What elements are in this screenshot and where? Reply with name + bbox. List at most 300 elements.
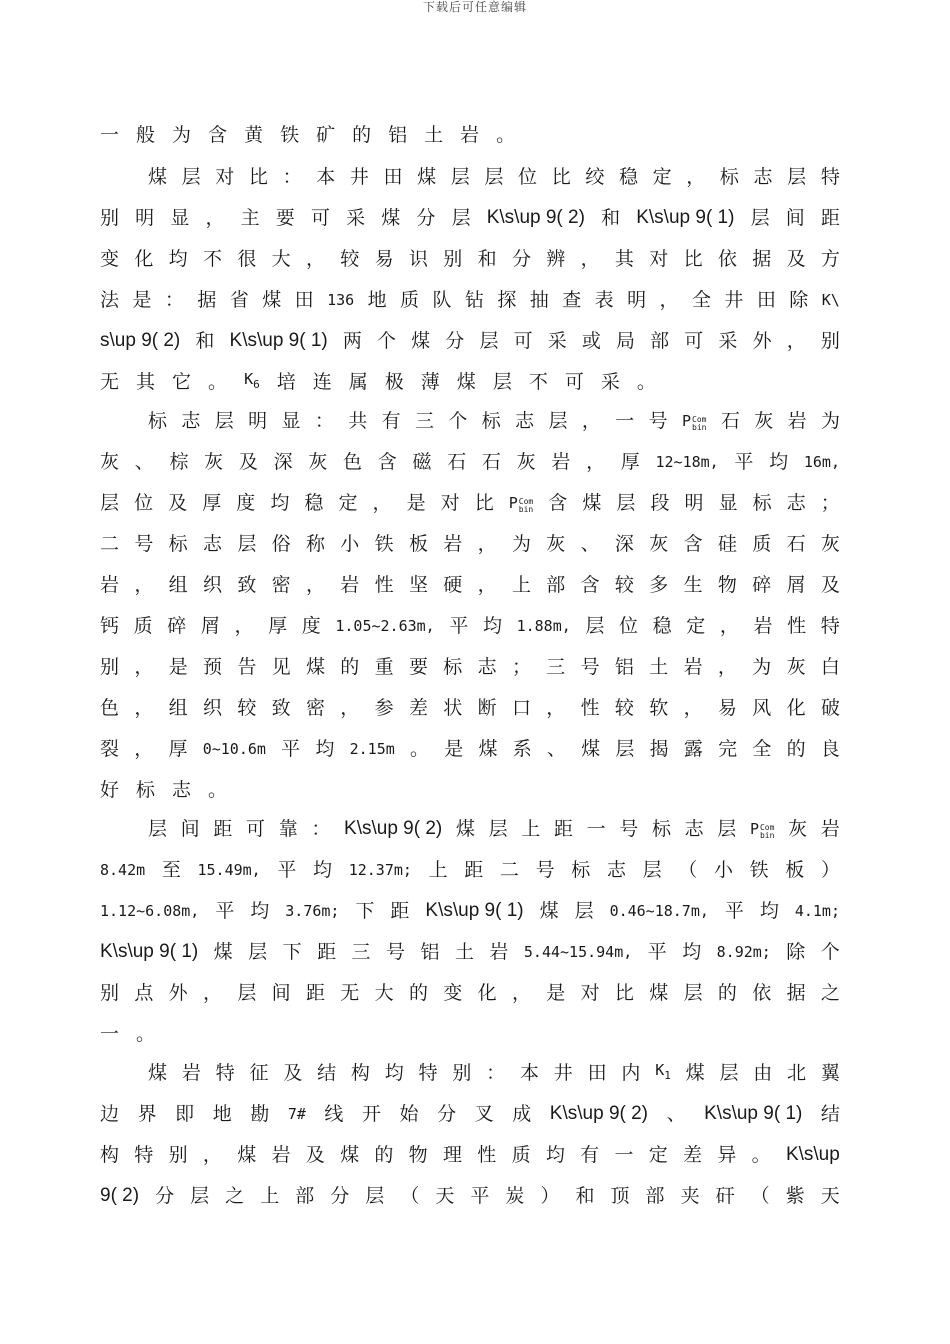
text-token: 连 [312,371,332,393]
text-token: 大 [374,982,394,1004]
formula-field-code: K\s\up 9( 2) [344,818,443,839]
text-token: 见 [271,656,291,678]
text-token: 。 [409,738,429,760]
text-token: 翼 [820,1062,840,1084]
text-token: 它 [172,371,192,393]
text-token: 查 [562,289,582,311]
text-token: 及 [786,248,806,270]
paragraph-line [100,734,840,764]
text-token: 煤 [455,818,475,840]
text-token: 岩 [489,941,509,963]
text-token: 志 [753,166,773,188]
text-token: 露 [683,738,703,760]
text-token: 土 [424,124,444,146]
paragraph-line [100,367,840,397]
text-token: 下 [355,900,375,922]
text-token: 136 [327,291,355,309]
text-token: 平 [277,859,297,881]
text-token: 的 [340,656,360,678]
text-token: 生 [683,574,703,596]
text-token: 采 [547,330,567,352]
text-token: 点 [134,982,154,1004]
text-token: 部 [295,1185,315,1207]
text-token: 铁 [280,124,300,146]
text-token: 除 [789,289,809,311]
text-token: 采 [346,207,366,229]
text-token: 号 [535,859,555,881]
text-token: 屑 [200,615,220,637]
text-token: 对 [440,492,460,514]
text-token: 之 [820,982,840,1004]
text-token: 上 [260,1185,280,1207]
text-token: 煤 [581,738,601,760]
text-token: 为 [752,656,772,678]
text-token: 可 [246,818,266,840]
text-token: 层 [484,166,504,188]
text-token: 变 [100,248,120,270]
text-token: 属 [348,371,368,393]
text-token: 采 [718,330,738,352]
text-token: 煤 [262,289,282,311]
text-token: 屑 [786,574,806,596]
paragraph-line [148,814,840,844]
text-token: 叉 [474,1103,494,1125]
text-token: 12~18m, [655,453,719,471]
text-token: 石 [786,533,806,555]
text-token: 煤 [148,166,168,188]
text-token: 厚 [268,615,288,637]
text-token: 据 [197,289,217,311]
text-token: 标 [651,818,671,840]
formula-field-code: s\up 9( 2) [100,330,181,351]
text-token: 岩 [271,1144,291,1166]
text-token: 较 [340,248,360,270]
text-token: 均 [682,941,702,963]
text-token: 异 [717,1144,737,1166]
text-token: 比 [683,248,703,270]
formula-field-code: K\s\up 9( 1) [100,941,199,962]
text-token: 开 [361,1103,381,1125]
text-token: 别 [820,330,840,352]
text-token: 不 [202,248,222,270]
text-token: 煤 [148,1062,168,1084]
text-token: 依 [717,248,737,270]
text-token: ， [581,410,601,432]
text-token: 均 [168,248,188,270]
formula-field-code: K\s\up 9( 2) [486,207,585,228]
paragraph-line [100,203,840,233]
paragraph-line [100,775,840,805]
text-token: 质 [752,533,772,555]
text-token: 有 [580,1144,600,1166]
formula-field-code: K\s\up 9( 2) [549,1103,649,1124]
text-token: 为 [820,410,840,432]
text-token: 。 [208,779,228,801]
paragraph-line [100,611,840,641]
text-token: ， [659,289,679,311]
text-token: 的 [408,982,428,1004]
paragraph-line [100,937,840,967]
text-token: ； [511,656,531,678]
text-token: 煤 [411,330,431,352]
text-token: 平 [724,900,744,922]
text-token: 平 [281,738,301,760]
paragraph-line [100,326,840,356]
text-token: 矿 [316,124,336,146]
paragraph-line [100,896,840,926]
paragraph-line [100,447,840,477]
text-token: 土 [649,656,669,678]
text-token: 天 [820,1185,840,1207]
text-token: 结 [317,1062,337,1084]
text-token: 田 [294,289,314,311]
text-token: 煤 [237,1144,257,1166]
text-token: ， [586,451,606,473]
text-token: 井 [553,1062,573,1084]
text-token: 的 [717,982,737,1004]
text-token: 岩 [181,1062,201,1084]
text-token: 要 [275,207,295,229]
text-token: 依 [752,982,772,1004]
text-token: 别 [100,982,120,1004]
text-token: 标 [148,410,168,432]
text-token: ， [719,615,739,637]
text-token: 征 [249,1062,269,1084]
paragraph-line [148,162,840,192]
text-token: 煤 [213,941,233,963]
text-token: 两 [342,330,362,352]
text-token: 8.92m; [716,943,771,961]
text-token: ， [134,656,154,678]
page-header: 下载后可任意编辑 [422,0,527,14]
text-token: 省 [229,289,249,311]
text-token: 层 [719,1062,739,1084]
text-token: 探 [497,289,517,311]
text-token: 层 [214,410,234,432]
text-token: 分 [416,207,436,229]
text-token: 层 [717,818,737,840]
text-token: 性 [580,697,600,719]
text-token: ， [546,697,566,719]
text-token: 表 [594,289,614,311]
text-token: 灰 [308,451,328,473]
formula-field-code: K\s\up 9( 1) [229,330,328,351]
text-token: 板 [408,533,428,555]
text-token: 灰 [820,533,840,555]
text-token: 可 [684,330,704,352]
text-token: 。 [636,371,656,393]
text-token: 勘 [250,1103,270,1125]
text-token: 石 [481,451,501,473]
text-token: 15.49m, [197,861,261,879]
text-token: ， [477,533,497,555]
text-token: 和 [601,207,621,229]
text-token: 志 [515,410,535,432]
text-token: 磁 [412,451,432,473]
text-token: 化 [477,982,497,1004]
text-token: 方 [820,248,840,270]
text-token: 物 [717,574,737,596]
text-token: 8.42m [100,861,146,879]
text-token: 是 [168,656,188,678]
text-token: 层 [488,818,508,840]
text-token: 二 [499,859,519,881]
text-token: 煤 [417,166,437,188]
text-token: 本 [519,1062,539,1084]
text-token: ： [314,410,334,432]
text-token: 靠 [278,818,298,840]
text-token: 棕 [169,451,189,473]
text-token: 地 [367,289,387,311]
text-token: 构 [350,1062,370,1084]
text-token: 是 [444,738,464,760]
text-token: 组 [168,697,188,719]
text-token: 比 [614,982,634,1004]
text-token: 紫 [785,1185,805,1207]
text-token: 系 [512,738,532,760]
text-token: ， [202,982,222,1004]
text-token: 平 [647,941,667,963]
text-token: 志 [181,410,201,432]
text-token: 层 [683,982,703,1004]
text-token: 全 [691,289,711,311]
text-token: ， [717,656,737,678]
text-token: 均 [482,615,502,637]
text-token: 二 [100,533,120,555]
text-token: 均 [384,1062,404,1084]
text-token: 绞 [585,166,605,188]
text-token: 无 [100,371,120,393]
text-token: 板 [785,859,805,881]
text-token: 白 [820,656,840,678]
text-token: 别 [452,1062,472,1084]
text-token: 及 [238,451,258,473]
text-token: 分 [155,1185,175,1207]
text-token: 层 [181,166,201,188]
text-token: 特 [418,1062,438,1084]
text-token: （ [678,859,698,881]
text-token: 为 [172,124,192,146]
text-token: 明 [248,410,268,432]
text-token: 均 [315,738,335,760]
text-token: 差 [408,697,428,719]
text-token: 之 [225,1185,245,1207]
text-token: ： [486,1062,506,1084]
formula-field-code: K\s\up 9( 1) [704,1103,803,1124]
text-token: 7# [287,1105,306,1123]
text-token: 厚 [168,738,188,760]
paragraph-line [100,285,840,315]
text-token: 志 [202,533,222,555]
text-token: 号 [386,941,406,963]
text-token: 明 [684,492,704,514]
formula-field-code: K\s\up [785,1144,840,1165]
text-token: 为 [511,533,531,555]
text-token: 度 [236,492,256,514]
text-token: 下 [282,941,302,963]
text-token: 层 [585,615,605,637]
text-token: 位 [518,166,538,188]
text-token: 本 [316,166,336,188]
text-token: 厚 [620,451,640,473]
text-token: 顶 [610,1185,630,1207]
text-token: 共 [348,410,368,432]
text-token: 个 [448,410,468,432]
formula-field-code: K\s\up 9( 1) [425,900,524,921]
formula-field-code: K\s\up 9( 1) [636,207,735,228]
text-token: 别 [168,1144,188,1166]
text-token: 状 [443,697,463,719]
text-token: 特 [820,166,840,188]
text-token: 性 [787,615,807,637]
text-token: 对 [580,982,600,1004]
text-token: 质 [511,1144,531,1166]
formula-p-combin: P Com bin [508,494,534,514]
text-token: 。 [208,371,228,393]
text-token: 层 [248,941,268,963]
text-token: 志 [606,859,626,881]
text-token: 及 [168,492,188,514]
text-token: 抽 [529,289,549,311]
text-token: 位 [619,615,639,637]
text-token: 层 [190,1185,210,1207]
text-token: 含 [548,492,568,514]
text-token: 分 [437,1103,457,1125]
text-token: 煤 [305,656,325,678]
text-token: 个 [377,330,397,352]
text-token: 别 [100,207,120,229]
text-token: 含 [683,533,703,555]
text-token: ， [234,615,254,637]
text-token: ， [205,207,225,229]
text-token: 硅 [717,533,737,555]
text-token: 显 [718,492,738,514]
text-token: 小 [713,859,733,881]
text-token: 无 [340,982,360,1004]
text-token: 明 [627,289,647,311]
text-token: ， [134,697,154,719]
text-token: 井 [349,166,369,188]
text-token: 标 [481,410,501,432]
text-token: 夹 [680,1185,700,1207]
text-token: 矸 [715,1185,735,1207]
coal-seam-code: $K_6$ [244,370,260,391]
text-token: 对 [215,166,235,188]
text-token: 标 [136,779,156,801]
text-token: 层 [450,166,470,188]
text-token: 岩 [551,451,571,473]
text-token: 。 [136,1023,156,1045]
text-token: 一 [100,1023,120,1045]
text-token: 可 [513,330,533,352]
text-token: 是 [546,982,566,1004]
text-token: 裂 [100,738,120,760]
text-token: 1.88m, [516,617,571,635]
text-token: 局 [616,330,636,352]
text-token: 16m, [803,453,840,471]
text-token: 风 [752,697,772,719]
text-token: 含 [208,124,228,146]
text-token: 岩 [100,574,120,596]
text-token: 灰 [516,451,536,473]
text-token: 三 [546,656,566,678]
text-token: 岩 [820,818,840,840]
text-token: 平 [734,451,754,473]
formula-p-combin: P Com bin [749,820,775,840]
text-token: 其 [614,248,634,270]
text-token: 显 [281,410,301,432]
text-token: 完 [718,738,738,760]
text-token: 俗 [271,533,291,555]
text-token: 上 [428,859,448,881]
text-token: 石 [447,451,467,473]
text-token: 坚 [408,574,428,596]
text-token: 多 [649,574,669,596]
text-token: 一 [614,1144,634,1166]
text-token: 层 [237,982,257,1004]
text-token: 田 [587,1062,607,1084]
text-token: 层 [100,492,120,514]
text-token: 可 [310,207,330,229]
text-token: 钻 [464,289,484,311]
text-token: 及 [305,1144,325,1166]
text-token: 钙 [100,615,120,637]
text-token: 距 [390,900,410,922]
text-token: 志 [172,779,192,801]
text-token: 比 [474,492,494,514]
text-token: 三 [415,410,435,432]
text-token: 号 [648,410,668,432]
text-token: 一 [100,124,120,146]
text-token: 距 [820,207,840,229]
text-token: 井 [724,289,744,311]
text-token: 除 [786,941,806,963]
text-token: 据 [786,982,806,1004]
paragraph-line [100,978,840,1008]
text-token: 号 [580,656,600,678]
text-token: 部 [546,574,566,596]
paragraph-line [100,1099,840,1129]
formula-field-code: 9( 2) [100,1185,140,1206]
text-token: 。 [751,1144,771,1166]
text-token: 的 [374,1144,394,1166]
text-token: 三 [351,941,371,963]
text-token: 煤 [456,371,476,393]
text-token: 采 [600,371,620,393]
text-token: 灰 [204,451,224,473]
text-token: 致 [237,574,257,596]
text-token: 土 [454,941,474,963]
text-token: 结 [820,1103,840,1125]
text-token: 煤 [478,738,498,760]
text-token: 边 [100,1103,120,1125]
text-token: 破 [820,697,840,719]
text-token: 一 [615,410,635,432]
text-token: 深 [273,451,293,473]
text-token: 很 [237,248,257,270]
text-token: 灰 [754,410,774,432]
text-token: 比 [248,166,268,188]
text-token: 平 [470,1185,490,1207]
text-token: 法 [100,289,120,311]
paragraph-line [148,1058,840,1088]
text-token: 称 [305,533,325,555]
text-token: 较 [237,697,257,719]
text-token: 间 [271,982,291,1004]
text-token: ） [540,1185,560,1207]
text-token: 性 [374,574,394,596]
text-token: ） [820,859,840,881]
